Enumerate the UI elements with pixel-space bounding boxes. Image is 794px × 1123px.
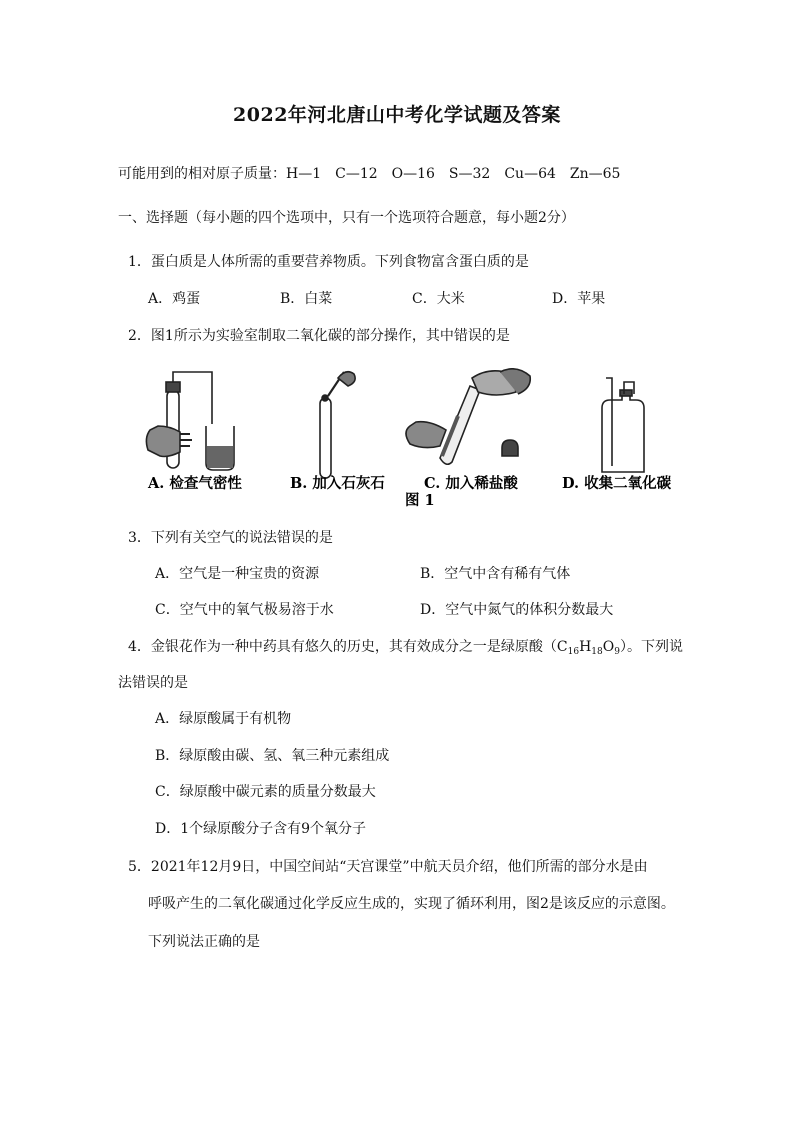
- question-1-option-b: B．白菜: [280, 291, 333, 307]
- question-4-stem: 4．金银花作为一种中药具有悠久的历史，其有效成分之一是绿原酸$(C_{16}H_{18}O_9)$。下列说: [128, 639, 683, 657]
- question-4-option-d: D．1个绿原酸分子含有9个氧分子: [155, 821, 367, 837]
- section-heading: 一、选择题（每小题的四个选项中，只有一个选项符合题意，每小题2分）: [118, 210, 575, 226]
- question-5-line-3: 下列说法正确的是: [148, 934, 260, 950]
- gas-collection-bottle-icon: [602, 378, 644, 472]
- question-3-option-d: D．空气中氮气的体积分数最大: [420, 602, 614, 618]
- question-1-option-d: D．苹果: [552, 291, 606, 307]
- limestone-test-tube-icon: [320, 372, 355, 478]
- question-1-option-a: A．鸡蛋: [148, 291, 201, 307]
- question-5-line-2: 呼吸产生的二氧化碳通过化学反应生成的，实现了循环利用，图2是该反应的示意图。: [148, 896, 675, 912]
- figure-label-a: A. 检查气密性: [148, 475, 242, 492]
- figure-1-lab-operations: [140, 368, 690, 508]
- question-3-option-a: A．空气是一种宝贵的资源: [155, 566, 320, 582]
- figure-label-c: C. 加入稀盐酸: [424, 475, 518, 492]
- question-4-option-b: B．绿原酸由碳、氢、氧三种元素组成: [155, 748, 390, 764]
- airtightness-apparatus-icon: [146, 372, 234, 470]
- figure-label-d: D. 收集二氧化碳: [562, 475, 672, 492]
- atomic-masses: 可能用到的相对原子质量：H—1 C—12 O—16 S—32 Cu—64 Zn—65: [118, 166, 621, 182]
- page-title: 2022年河北唐山中考化学试题及答案: [233, 104, 561, 126]
- question-2-stem: 2．图1所示为实验室制取二氧化碳的部分操作，其中错误的是: [128, 328, 510, 344]
- pouring-acid-icon: [406, 369, 530, 464]
- question-3-stem: 3．下列有关空气的说法错误的是: [128, 530, 333, 546]
- question-3-option-c: C．空气中的氧气极易溶于水: [155, 602, 334, 618]
- figure-caption: 图 1: [405, 492, 435, 508]
- question-3-option-b: B．空气中含有稀有气体: [420, 566, 571, 582]
- figure-label-b: B. 加入石灰石: [290, 475, 385, 492]
- question-4-option-c: C．绿原酸中碳元素的质量分数最大: [155, 784, 376, 800]
- question-1-option-c: C．大米: [412, 291, 465, 307]
- question-4-option-a: A．绿原酸属于有机物: [155, 711, 292, 727]
- question-5-line-1: 5．2021年12月9日，中国空间站“天宫课堂”中航天员介绍，他们所需的部分水是由: [128, 859, 648, 875]
- question-1-stem: 1．蛋白质是人体所需的重要营养物质。下列食物富含蛋白质的是: [128, 254, 529, 270]
- question-4-stem-continued: 法错误的是: [118, 675, 188, 691]
